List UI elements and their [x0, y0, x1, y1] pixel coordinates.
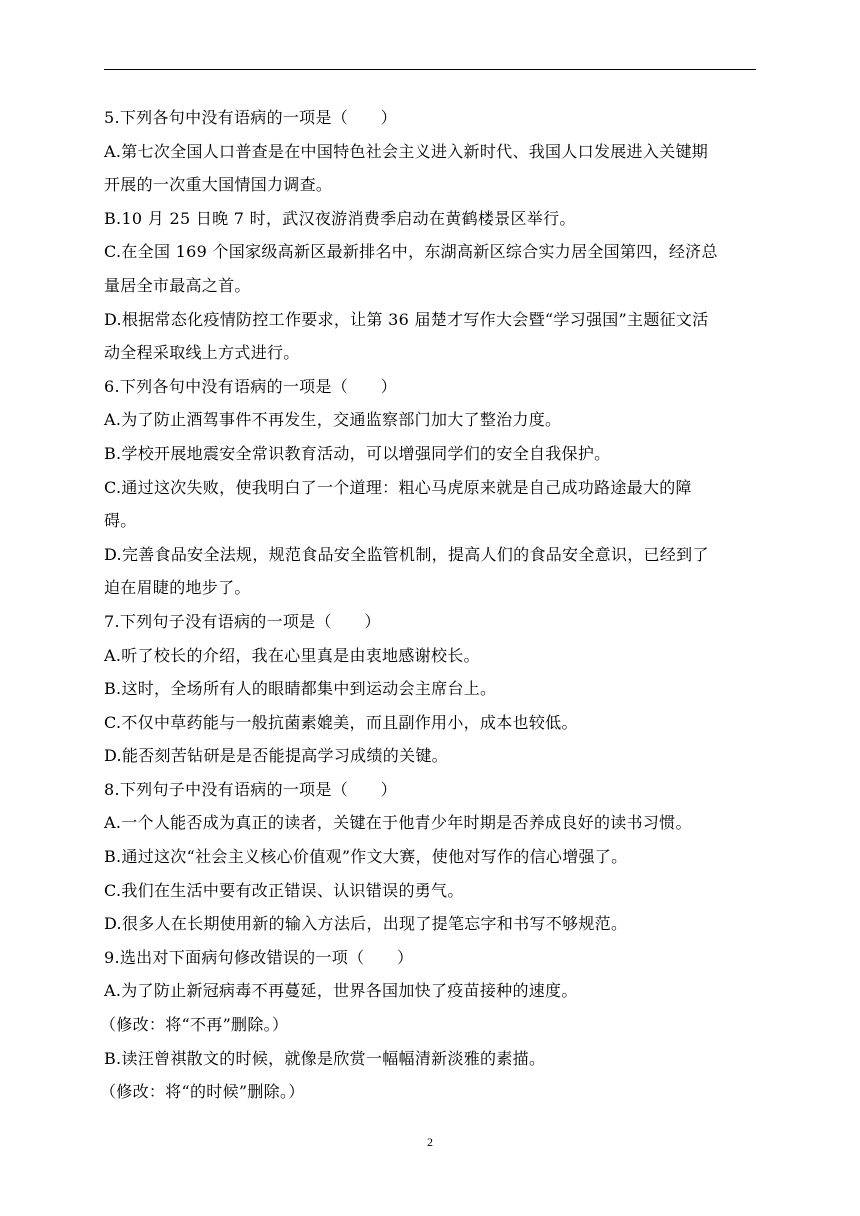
option-a-line: A.为了防止酒驾事件不再发生，交通监察部门加大了整治力度。: [104, 410, 562, 430]
question-9: [100, 941, 756, 1109]
page-number: 2: [427, 1135, 433, 1149]
question-7: [104, 605, 756, 773]
question-content: [100, 101, 756, 1109]
option-d-line-2: 迫在眉睫的地步了。: [104, 578, 251, 598]
option-d-line: D.很多人在长期使用新的输入方法后，出现了提笔忘字和书写不够规范。: [104, 914, 628, 934]
question-5: [104, 101, 756, 370]
option-c-line-1: C.通过这次失败，使我明白了一个道理：粗心马虎原来就是自己成功路途最大的障: [104, 477, 692, 497]
option-a-line: A.一个人能否成为真正的读者，关键在于他青少年时期是否养成良好的读书习惯。: [104, 813, 692, 833]
question-8: [104, 773, 756, 941]
option-b-revision-note: （修改：将“的时候”删除。）: [100, 1082, 305, 1102]
option-c-line: C.不仅中草药能与一般抗菌素媲美，而且副作用小，成本也较低。: [104, 712, 578, 732]
option-b-line: B.读汪曾祺散文的时候，就像是欣赏一幅幅清新淡雅的素描。: [104, 1048, 546, 1068]
option-c-line-2: 量居全市最高之首。: [104, 275, 251, 295]
question-6: [104, 370, 756, 605]
option-a-line: A.听了校长的介绍，我在心里真是由衷地感谢校长。: [104, 645, 480, 665]
option-d-line-1: D.根据常态化疫情防控工作要求，让第 36 届楚才写作大会暨“学习强国”主题征文活: [104, 309, 709, 329]
question-stem: 8.下列句子中没有语病的一项是（ ）: [104, 779, 397, 799]
question-stem: 7.下列句子没有语病的一项是（ ）: [104, 611, 381, 631]
option-b-line: B.通过这次“社会主义核心价值观”作文大赛，使他对写作的信心增强了。: [104, 847, 628, 867]
option-a-revision-note: （修改：将“不再”删除。）: [100, 1015, 289, 1035]
option-b-line: B.10 月 25 日晚 7 时，武汉夜游消费季启动在黄鹤楼景区举行。: [104, 208, 576, 228]
option-a-line: A.为了防止新冠病毒不再蔓延，世界各国加快了疫苗接种的速度。: [104, 981, 578, 1001]
option-b-line: B.学校开展地震安全常识教育活动，可以增强同学们的安全自我保护。: [104, 443, 611, 463]
option-a-line-1: A.第七次全国人口普查是在中国特色社会主义进入新时代、我国人口发展进入关键期: [104, 141, 709, 161]
option-d-line-2: 动全程采取线上方式进行。: [104, 343, 300, 363]
option-d-line: D.能否刻苦钻研是是否能提高学习成绩的关键。: [104, 746, 448, 766]
option-c-line: C.我们在生活中要有改正错误、认识错误的勇气。: [104, 880, 464, 900]
option-a-line-2: 开展的一次重大国情国力调查。: [104, 175, 333, 195]
header-rule: [104, 69, 756, 70]
option-b-line: B.这时，全场所有人的眼睛都集中到运动会主席台上。: [104, 679, 497, 699]
option-c-line-1: C.在全国 169 个国家级高新区最新排名中，东湖高新区综合实力居全国第四，经济总: [104, 242, 718, 262]
option-c-line-2: 碍。: [104, 511, 137, 531]
question-stem: 6.下列各句中没有语病的一项是（ ）: [104, 376, 397, 396]
question-stem: 9.选出对下面病句修改错误的一项（ ）: [104, 947, 414, 967]
option-d-line-1: D.完善食品安全法规，规范食品安全监管机制，提高人们的食品安全意识，已经到了: [104, 544, 709, 564]
question-stem: 5.下列各句中没有语病的一项是（ ）: [104, 108, 397, 127]
